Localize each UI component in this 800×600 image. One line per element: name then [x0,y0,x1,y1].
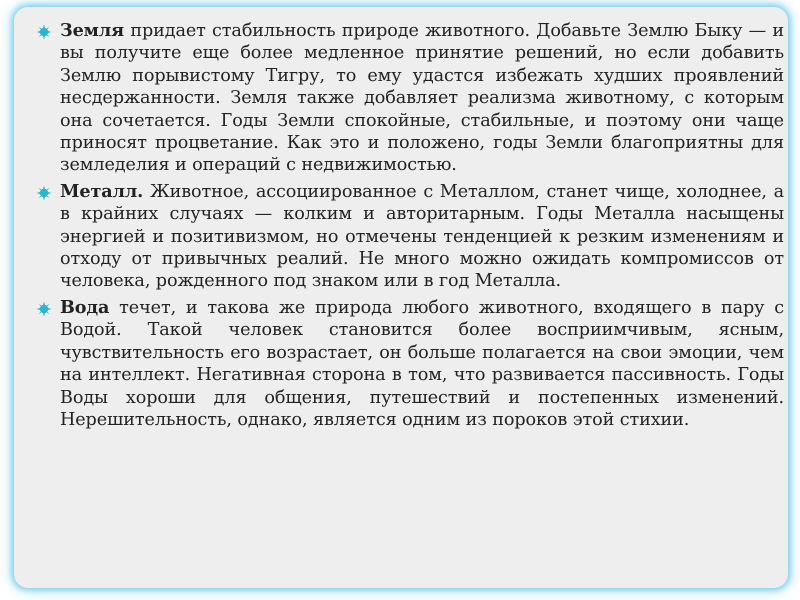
sunburst-bullet-icon [36,185,52,201]
bullet-text [60,297,784,431]
bullet-text [60,20,784,177]
bullet-list [34,20,784,435]
bullet-body: придает стабильность природе животного. Добавьте Землю Быку — и вы получите еще более медленное принятие решений, но если добавить Землю порывистому Тигру, то ему удастся избежать худших проявлений несдержанности. Земля также добавляет реализма животному, с которым она сочетается. Годы Земли спокойные, стабильные, и поэтому они чаще приносят процветание. Как это и положено, годы Земли благоприятны для земледелия и операций с недвижимостью. [60,21,784,176]
bullet-body: течет, и такова же природа любого животного, входящего в пару с Водой. Такой человек становится более восприимчивым, ясным, чувствительность его возрастает, он больше полагается на свои эмоции, чем на интеллект. Негативная сторона в том, что развивается пассивность. Годы Воды хороши для общения, путешествий и постепенных изменений. Нерешительность, однако, является одним из пороков этой стихии. [60,297,784,430]
bullet-title: Вода [60,296,110,318]
bullet-item-earth [34,20,784,177]
bullet-item-water [34,297,784,431]
sunburst-bullet-icon [36,301,52,317]
sunburst-bullet-icon [36,24,52,40]
bullet-item-metal [34,181,784,293]
content-panel [14,7,788,588]
bullet-title: Земля [60,20,125,41]
bullet-text [60,181,784,293]
bullet-body: Животное, ассоциированное с Металлом, станет чище, холоднее, а в крайних случаях — колким и авторитарным. Годы Металла насыщены энергией и позитивизмом, но отмечены тенденцией к резким изменениям и отходу от привычных реалий. Не много можно ожидать компромиссов от человека, рожденного под знаком или в год Металла. [60,181,784,292]
bullet-title: Металл. [60,180,144,202]
